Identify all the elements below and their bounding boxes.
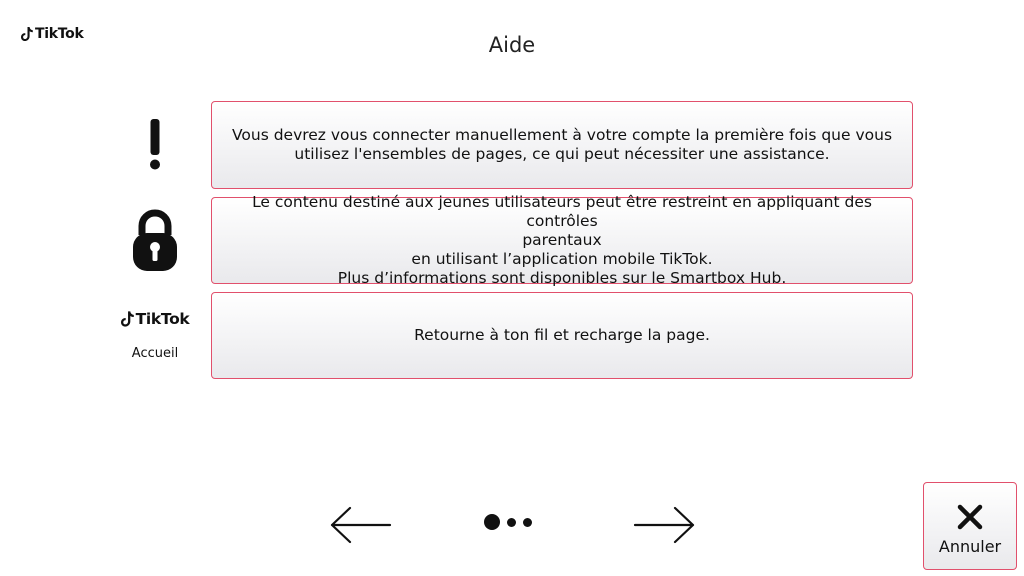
- card-line: Retourne à ton fil et recharge la page.: [414, 326, 710, 344]
- exclamation-icon: [96, 101, 214, 189]
- card-line: Vous devrez vous connecter manuellement à votre compte la première fois que vous: [231, 126, 893, 144]
- page-dot: [523, 518, 532, 527]
- info-card-reload-feed: [211, 292, 913, 379]
- card-line: parentaux: [522, 231, 602, 249]
- brand-name: TikTok: [35, 26, 84, 42]
- home-label: Accueil: [131, 346, 179, 361]
- cancel-label: Annuler: [938, 536, 1002, 556]
- page-dot-active: [484, 514, 500, 530]
- tiktok-logo-text: TikTok: [135, 310, 190, 328]
- card-line: utilisez l'ensembles de pages, ce qui peut nécessiter une assistance.: [294, 145, 830, 163]
- tiktok-home-indicator: [96, 292, 214, 379]
- previous-button[interactable]: [327, 503, 393, 547]
- next-button[interactable]: [632, 503, 698, 547]
- info-card-parental-controls: [211, 193, 913, 287]
- close-icon: [956, 503, 984, 531]
- arrow-left-icon: [328, 505, 392, 545]
- page-dot: [507, 518, 516, 527]
- page-title: Aide: [488, 33, 536, 57]
- card-line: en utilisant l’application mobile TikTok.: [411, 250, 713, 268]
- lock-icon: [96, 197, 214, 284]
- card-line: Le contenu destiné aux jeunes utilisateurs peut être restreint en appliquant des contrôles: [252, 193, 872, 230]
- page-indicator: [484, 514, 532, 530]
- cancel-button[interactable]: [923, 482, 1017, 570]
- info-card-manual-login: [211, 101, 913, 189]
- arrow-right-icon: [633, 505, 697, 545]
- tiktok-logo-icon: [121, 310, 190, 328]
- card-line: Plus d’informations sont disponibles sur le Smartbox Hub.: [337, 269, 787, 287]
